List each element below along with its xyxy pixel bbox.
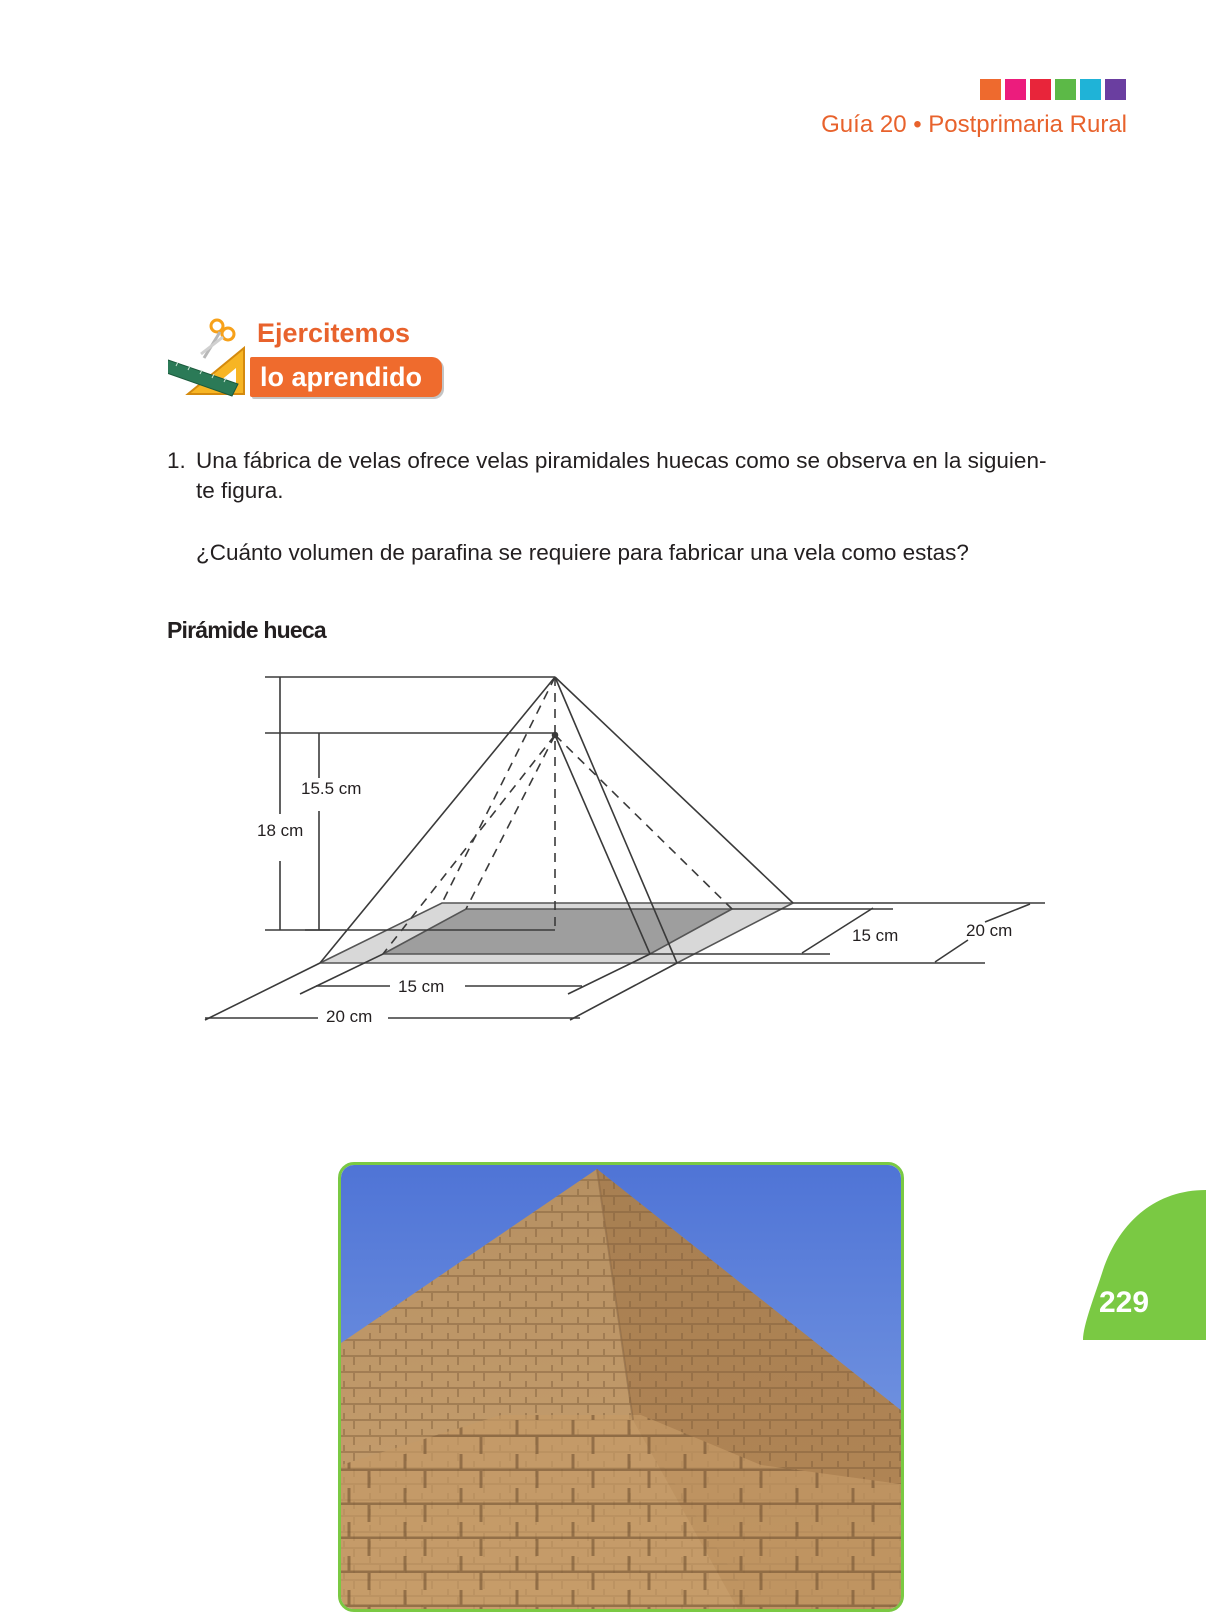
page-number: 229 bbox=[1099, 1286, 1150, 1319]
inner-height-label: 15.5 cm bbox=[301, 779, 362, 798]
guide-header: Guía 20 • Postprimaria Rural bbox=[821, 111, 1127, 138]
question-number: 1. bbox=[167, 448, 186, 473]
outer-height-label: 18 cm bbox=[257, 821, 304, 840]
section-title-line2: lo aprendido bbox=[250, 357, 442, 397]
outer-base-side-label: 20 cm bbox=[966, 921, 1013, 940]
question-text-line1: Una fábrica de velas ofrece velas piramidales huecas como se observa en la siguien- bbox=[196, 448, 1047, 473]
question-prompt: ¿Cuánto volumen de parafina se requiere para fabricar una vela como estas? bbox=[196, 540, 969, 565]
inner-base-front-label: 15 cm bbox=[398, 977, 445, 996]
inner-base-side-label: 15 cm bbox=[852, 926, 899, 945]
question-text-line2: te figura. bbox=[196, 478, 284, 503]
pyramid-photo bbox=[338, 1162, 904, 1612]
section-title-line1: Ejercitemos bbox=[257, 318, 411, 348]
outer-base-front-label: 20 cm bbox=[326, 1007, 373, 1026]
figure-title: Pirámide hueca bbox=[167, 617, 326, 643]
